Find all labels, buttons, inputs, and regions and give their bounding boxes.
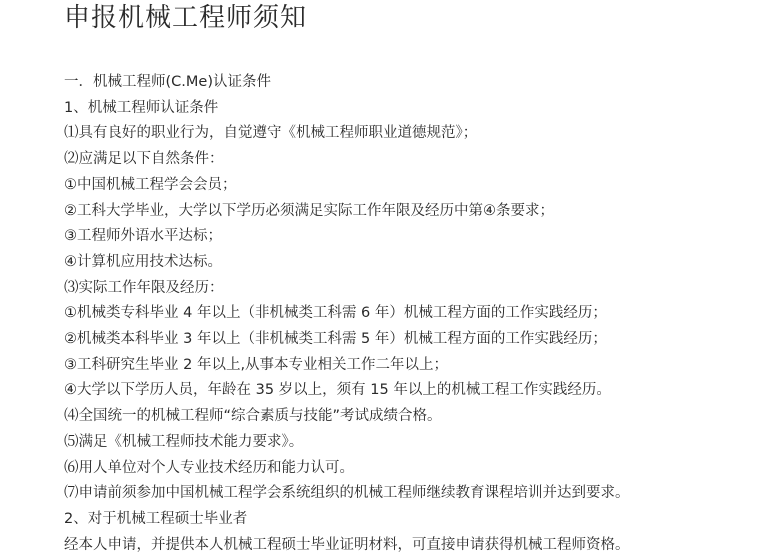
sub-condition-item: ④计算机应用技术达标。 [64, 253, 222, 270]
condition-item: ⑴具有良好的职业行为，自觉遵守《机械工程师职业道德规范》； [64, 125, 478, 142]
document [64, 0, 754, 558]
document-body [64, 70, 754, 558]
condition-item: ⑹用人单位对个人专业技术经历和能力认可。 [64, 459, 354, 476]
section-heading: 一．机械工程师(C.Me)认证条件 [64, 74, 271, 90]
sub-condition-item: ②工科大学毕业，大学以下学历必须满足实际工作年限及经历中第④条要求； [64, 202, 554, 219]
subsection-heading: 1、机械工程师认证条件 [64, 99, 219, 116]
sub-condition-item: ①中国机械工程学会会员； [64, 176, 237, 193]
condition-item: ⑸满足《机械工程师技术能力要求》。 [64, 433, 304, 450]
condition-item: ⑷全国统一的机械工程师“综合素质与技能”考试成绩合格。 [64, 408, 442, 425]
sub-condition-item: ④大学以下学历人员，年龄在 35 岁以上，须有 15 年以上的机械工程工作实践经历。 [64, 382, 611, 399]
sub-condition-item: ①机械类专科毕业 4 年以上（非机械类工科需 6 年）机械工程方面的工作实践经历； [64, 305, 607, 322]
document-title: 申报机械工程师须知 [64, 3, 308, 33]
sub-condition-item: ③工程师外语水平达标； [64, 228, 222, 245]
sub-condition-item: ②机械类本科毕业 3 年以上（非机械类工科需 5 年）机械工程方面的工作实践经历； [64, 331, 607, 348]
sub-condition-item: ③工科研究生毕业 2 年以上,从事本专业相关工作二年以上； [64, 356, 449, 373]
condition-item: ⑵应满足以下自然条件： [64, 151, 224, 168]
paragraph: 经本人申请，并提供本人机械工程硕士毕业证明材料，可直接申请获得机械工程师资格。 [64, 536, 630, 553]
condition-item: ⑶实际工作年限及经历： [64, 279, 224, 296]
subsection-heading: 2、对于机械工程硕士毕业者 [64, 510, 248, 527]
condition-item: ⑺申请前须参加中国机械工程学会系统组织的机械工程师继续教育课程培训并达到要求。 [64, 485, 630, 502]
